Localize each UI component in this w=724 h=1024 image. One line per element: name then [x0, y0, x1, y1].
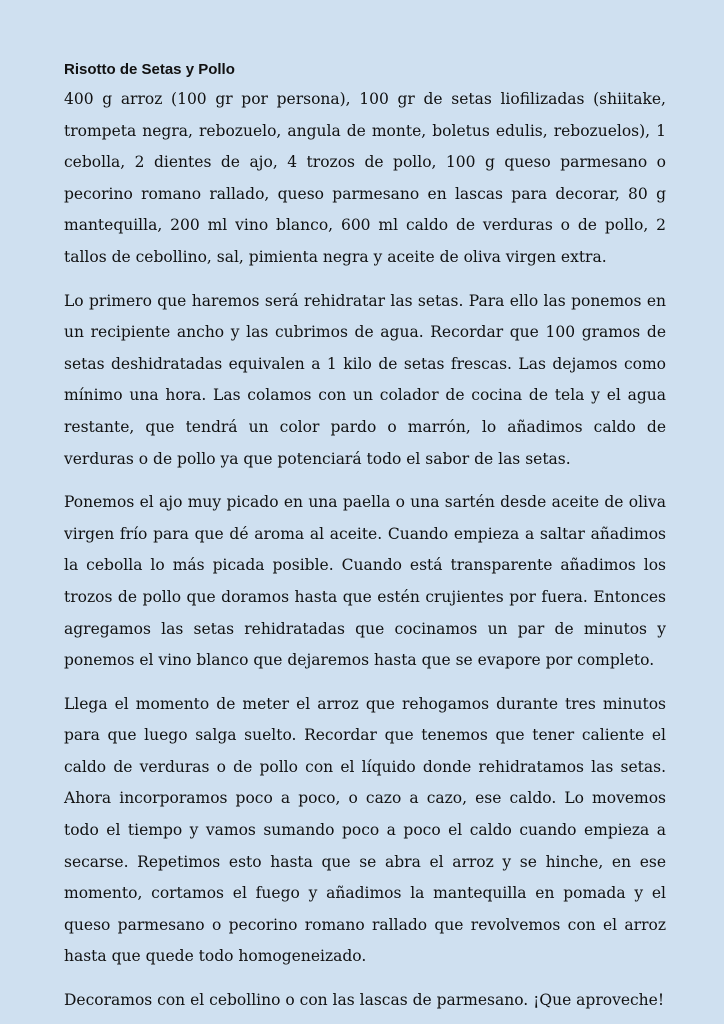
recipe-title: Risotto de Setas y Pollo	[64, 61, 235, 78]
decoration-paragraph: Decoramos con el cebollino o con las lascas de parmesano. ¡Que aproveche!	[64, 991, 665, 1010]
rice-paragraph: Llega el momento de meter el arroz que rehogamos durante tres minutos para que luego salga suelto. Recordar que tenemos que tener caliente el caldo de verduras o de pollo con el líquido donde rehidratamos las setas. Ahora incorporamos poco a poco, o cazo a cazo, ese caldo. Lo movemos todo el tiempo y vamos sumando poco a poco el caldo cuando empieza a secarse. Repetimos esto hasta que se abra el arroz y se hinche, en ese momento, cortamos el fuego y añadimos la mantequilla en pomada y el queso parmesano o pecorino romano rallado que revolvemos con el arroz hasta que quede todo homogeneizado.	[64, 694, 666, 966]
sofrito-paragraph: Ponemos el ajo muy picado en una paella o una sartén desde aceite de oliva virgen frío para que dé aroma al aceite. Cuando empieza a saltar añadimos la cebolla lo más picada posible. Cuando está transparente añadimos los trozos de pollo que doramos hasta que estén crujientes por fuera. Entonces agregamos las setas rehidratadas que cocinamos un par de minutos y ponemos el vino blanco que dejaremos hasta que se evapore por completo.	[64, 493, 666, 670]
ingredients-paragraph: 400 g arroz (100 gr por persona), 100 gr de setas liofilizadas (shiitake, trompeta negra, rebozuelo, angula de monte, boletus edulis, rebozuelos), 1 cebolla, 2 dientes de ajo, 4 trozos de pollo, 100 g queso parmesano o pecorino romano rallado, queso parmesano en lascas para decorar, 80 g mantequilla, 200 ml vino blanco, 600 ml caldo de verduras o de pollo, 2 tallos de cebollino, sal, pimienta negra y aceite de oliva virgen extra.	[64, 90, 666, 266]
rehydrate-paragraph: Lo primero que haremos será rehidratar las setas. Para ello las ponemos en un recipiente ancho y las cubrimos de agua. Recordar que 100 gramos de setas deshidratadas equivalen a 1 kilo de setas frescas. Las dejamos como mínimo una hora. Las colamos con un colador de cocina de tela y el agua restante, que tendrá un color pardo o marrón, lo añadimos caldo de verduras o de pollo ya que potenciará todo el sabor de las setas.	[64, 291, 666, 468]
